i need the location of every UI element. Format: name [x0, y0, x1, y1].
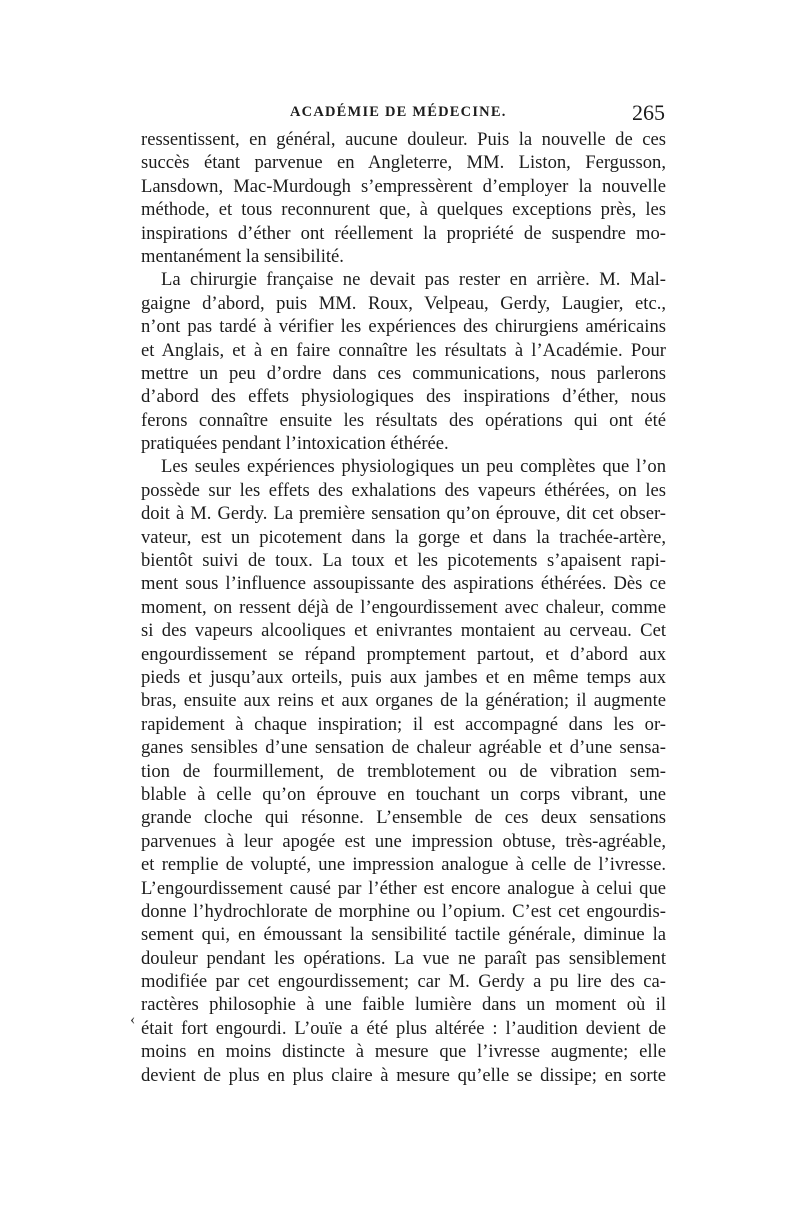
page-number: 265	[632, 100, 665, 125]
text-line: donne l’hydrochlorate de morphine ou l’opium. C’est cet engourdis-	[141, 900, 666, 922]
text-line: pieds et jusqu’aux orteils, puis aux jambes et en même temps aux	[141, 666, 666, 688]
text-line: succès étant parvenue en Angleterre, MM. Liston, Fergusson,	[141, 152, 666, 174]
text-line: moment, on ressent déjà de l’engourdissement avec chaleur, comme	[141, 596, 666, 618]
text-line: et remplie de volupté, une impression analogue à celle de l’ivresse.	[141, 854, 666, 876]
text-line: et Anglais, et à en faire connaître les résultats à l’Académie. Pour	[141, 339, 666, 361]
text-line: devient de plus en plus claire à mesure qu’elle se dissipe; en sorte	[141, 1064, 666, 1086]
text-line: vateur, est un picotement dans la gorge et dans la trachée-artère,	[141, 526, 666, 548]
text-line: modifiée par cet engourdissement; car M. Gerdy a pu lire des ca-	[141, 971, 666, 993]
page-header	[140, 100, 665, 128]
text-line: douleur pendant les opérations. La vue ne paraît pas sensiblement	[141, 947, 666, 969]
text-line: méthode, et tous reconnurent que, à quelques exceptions près, les	[141, 199, 666, 221]
running-title: ACADÉMIE DE MÉDECINE.	[290, 104, 507, 120]
text-line: moins en moins distincte à mesure que l’ivresse augmente; elle	[141, 1041, 666, 1063]
text-line: sement qui, en émoussant la sensibilité tactile générale, diminue la	[141, 924, 666, 946]
text-line: gaigne d’abord, puis MM. Roux, Velpeau, Gerdy, Laugier, etc.,	[141, 292, 666, 314]
text-line: si des vapeurs alcooliques et enivrantes montaient au cerveau. Cet	[141, 620, 666, 642]
text-line: bras, ensuite aux reins et aux organes de la génération; il augmente	[141, 690, 666, 712]
text-line: ferons connaître ensuite les résultats des opérations qui ont été	[141, 409, 666, 431]
text-line: La chirurgie française ne devait pas rester en arrière. M. Mal-	[161, 269, 666, 291]
text-line: n’ont pas tardé à vérifier les expériences des chirurgiens américains	[141, 316, 666, 338]
body-text	[141, 128, 666, 1087]
text-line: d’abord des effets physiologiques des inspirations d’éther, nous	[141, 386, 666, 408]
text-line: rapidement à chaque inspiration; il est accompagné dans les or-	[141, 713, 666, 735]
text-line: mettre un peu d’ordre dans ces communications, nous parlerons	[141, 362, 666, 384]
text-line: L’engourdissement causé par l’éther est encore analogue à celui que	[141, 877, 666, 899]
text-line: doit à M. Gerdy. La première sensation qu’on éprouve, dit cet obser-	[141, 503, 666, 525]
text-line: ganes sensibles d’une sensation de chaleur agréable et d’une sensa-	[141, 737, 666, 759]
text-line: parvenues à leur apogée est une impression obtuse, très-agréable,	[141, 830, 666, 852]
text-line: Les seules expériences physiologiques un peu complètes que l’on	[161, 456, 666, 478]
text-line: possède sur les effets des exhalations des vapeurs éthérées, on les	[141, 479, 666, 501]
text-line: tion de fourmillement, de tremblotement ou de vibration sem-	[141, 760, 666, 782]
text-line: grande cloche qui résonne. L’ensemble de ces deux sensations	[141, 807, 666, 829]
text-line: bientôt suivi de toux. La toux et les picotements s’apaisent rapi-	[141, 550, 666, 572]
text-line: ment sous l’influence assoupissante des aspirations éthérées. Dès ce	[141, 573, 666, 595]
text-line: Lansdown, Mac-Murdough s’empressèrent d’employer la nouvelle	[141, 175, 666, 197]
text-line: blable à celle qu’on éprouve en touchant un corps vibrant, une	[141, 783, 666, 805]
text-line: ractères philosophie à une faible lumière dans un moment où il	[141, 994, 666, 1016]
text-line: inspirations d’éther ont réellement la propriété de suspendre mo-	[141, 222, 666, 244]
margin-mark: ‹	[130, 1011, 136, 1028]
text-line: pratiquées pendant l’intoxication éthérée.	[141, 433, 449, 455]
text-line: ressentissent, en général, aucune douleur. Puis la nouvelle de ces	[141, 129, 666, 150]
text-line: était fort engourdi. L’ouïe a été plus altérée : l’audition devient de	[141, 1017, 666, 1039]
text-line: engourdissement se répand promptement partout, et d’abord aux	[141, 643, 666, 665]
text-line: mentanément la sensibilité.	[141, 245, 344, 267]
